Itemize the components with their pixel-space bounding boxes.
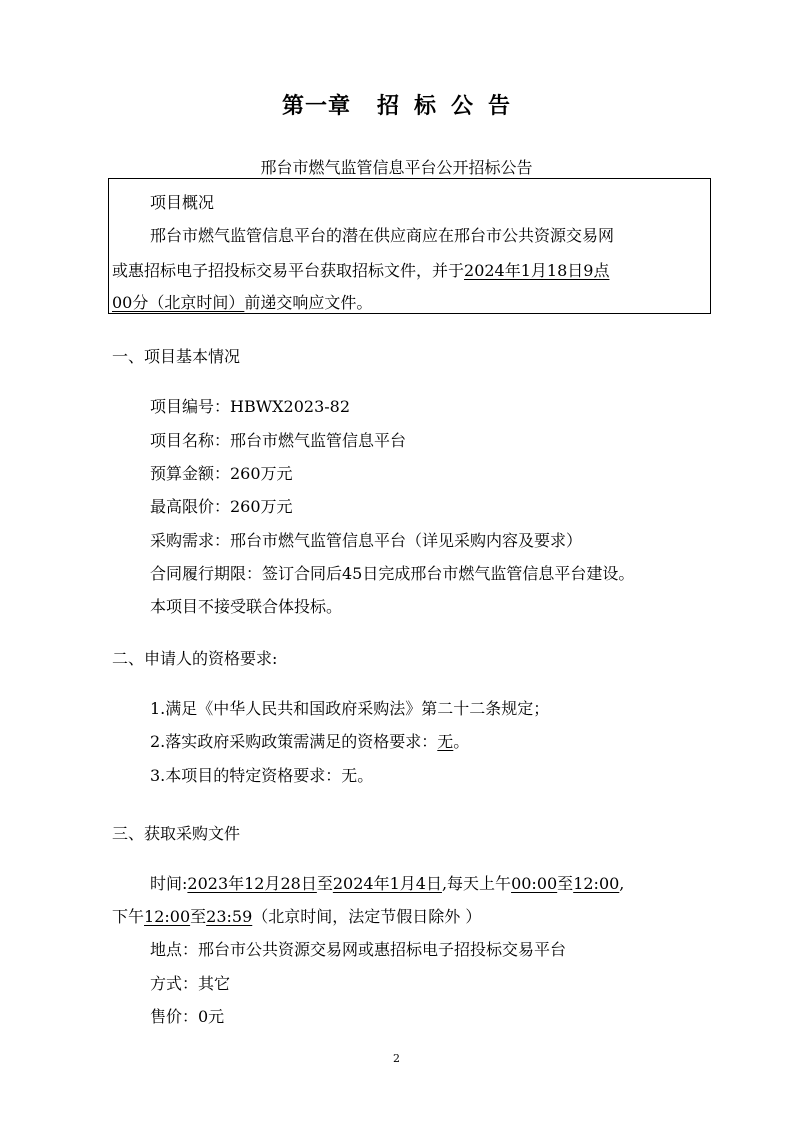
time-line: 时间:2023年12月28日至2024年1月4日,每天上午00:00至12:00,	[150, 874, 625, 893]
chapter-number: 第一章	[281, 93, 351, 119]
info-line: 合同履行期限：签订合同后45日完成邢台市燃气监管信息平台建设。	[150, 564, 635, 583]
info-line: 项目编号：HBWX2023-82	[150, 397, 351, 416]
chapter-title-char: 告	[488, 93, 512, 119]
chapter-title-char: 招	[376, 93, 400, 119]
section-heading: 一、项目基本情况	[112, 347, 241, 366]
overview-line: 或惠招标电子招投标交易平台获取招标文件，并于2024年1月18日9点	[112, 261, 610, 280]
time-line: 下午12:00至23:59（北京时间，法定节假日除外 ）	[112, 907, 482, 926]
qualification-line: 3.本项目的特定资格要求：无。	[150, 766, 374, 785]
qualification-line: 1.满足《中华人民共和国政府采购法》第二十二条规定；	[150, 699, 550, 718]
chapter-title-char: 公	[451, 93, 475, 119]
qualification-line: 2.落实政府采购政策需满足的资格要求：无。	[150, 732, 470, 751]
overview-line: 00分（北京时间）前递交响应文件。	[112, 293, 373, 312]
overview-line: 邢台市燃气监管信息平台的潜在供应商应在邢台市公共资源交易网	[150, 226, 615, 245]
overview-heading: 项目概况	[150, 193, 215, 212]
price-line: 售价：0元	[150, 1007, 225, 1026]
info-line: 最高限价：260万元	[150, 497, 293, 516]
place-line: 地点：邢台市公共资源交易网或惠招标电子招投标交易平台	[150, 940, 567, 959]
page-number: 2	[393, 1052, 400, 1065]
section-heading: 二、申请人的资格要求:	[112, 649, 278, 668]
info-line: 采购需求：邢台市燃气监管信息平台（详见采购内容及要求）	[150, 531, 583, 550]
info-line: 预算金额：260万元	[150, 464, 293, 483]
chapter-title-char: 标	[413, 93, 437, 119]
deadline-date: 2024年1月18日9点	[464, 261, 610, 280]
info-line: 本项目不接受联合体投标。	[150, 597, 343, 616]
chapter-title	[0, 89, 793, 120]
section-heading: 三、获取采购文件	[112, 824, 241, 843]
deadline-time: 00分（北京时间）	[112, 293, 245, 312]
info-line: 项目名称：邢台市燃气监管信息平台	[150, 431, 407, 450]
notice-title: 邢台市燃气监管信息平台公开招标公告	[260, 158, 533, 177]
method-line: 方式：其它	[150, 974, 231, 993]
